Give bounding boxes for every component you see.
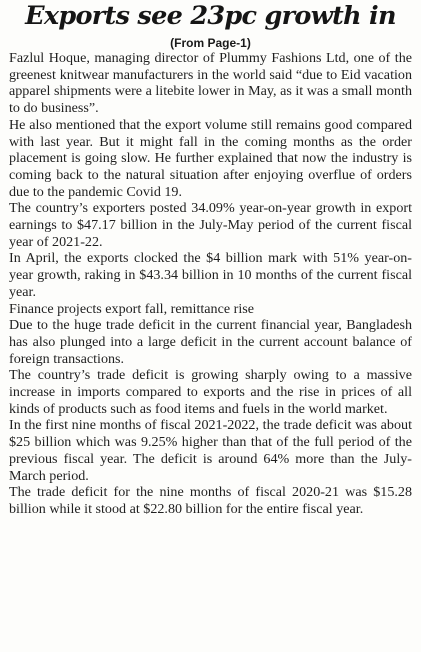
paragraph: The country’s trade deficit is growing sharply owing to a massive increase in imports compared to exports and the rise in prices of all kinds of products such as food items and fuels in the world market. bbox=[9, 367, 412, 417]
paragraph: He also mentioned that the export volume still remains good compared with last year. But it might fall in the coming months as the order placement is going slow. He further explained that now the industry is coming back to the natural situation after enjoying overflue of orders due to the pandemic Covid 19. bbox=[9, 116, 412, 200]
article-body bbox=[9, 50, 412, 518]
paragraph: The trade deficit for the nine months of fiscal 2020-21 was $15.28 billion while it stood at $22.80 billion for the entire fiscal year. bbox=[9, 484, 412, 517]
paragraph: The country’s exporters posted 34.09% year-on-year growth in export earnings to $47.17 billion in the July-May period of the current fiscal year of 2021-22. bbox=[9, 200, 412, 250]
headline: Exports see 23pc growth in bbox=[25, 1, 396, 31]
paragraph: Due to the huge trade deficit in the current financial year, Bangladesh has also plunged into a large deficit in the current account balance of foreign transactions. bbox=[9, 317, 412, 367]
subheading: Finance projects export fall, remittance rise bbox=[9, 300, 254, 317]
continuation-note: (From Page-1) bbox=[170, 36, 251, 50]
paragraph: In the first nine months of fiscal 2021-2022, the trade deficit was about $25 billion which was 9.25% higher than that of the full period of the previous fiscal year. The deficit is around 64% more than the July-March period. bbox=[9, 417, 412, 484]
paragraph: Fazlul Hoque, managing director of Plummy Fashions Ltd, one of the greenest knitwear manufacturers in the world said “due to Eid vacation apparel shipments were a litebite lower in May, as it was a small month to do business”. bbox=[9, 50, 412, 117]
paragraph: In April, the exports clocked the $4 billion mark with 51% year-on-year growth, raking in $43.34 billion in 10 months of the current fiscal year. bbox=[9, 250, 412, 300]
